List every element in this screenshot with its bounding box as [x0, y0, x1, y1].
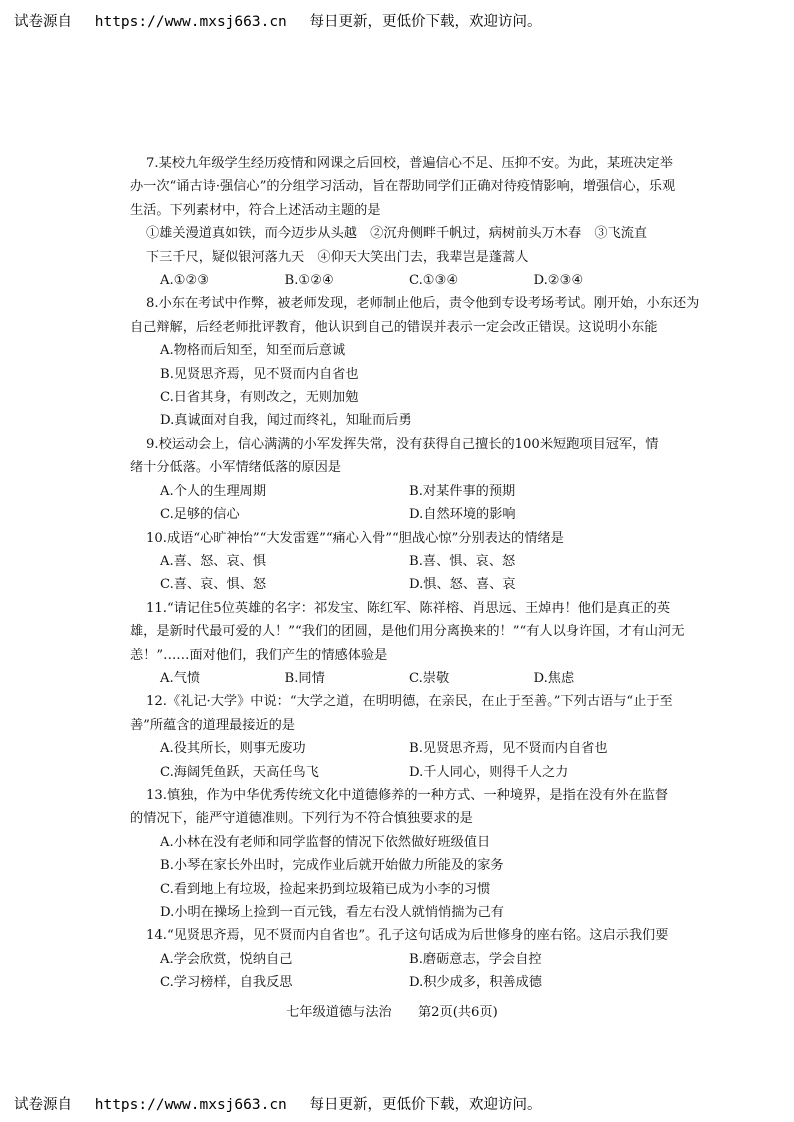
option-row — [146, 480, 658, 503]
option-c[interactable]: C.看到地上有垃圾，捡起来扔到垃圾箱已成为小李的习惯 — [160, 881, 491, 897]
question-text: 的情况下，能严守道德准则。下列行为不符合慎独要求的是 — [130, 811, 473, 827]
material-text: ①雄关漫道真如铁，而今迈步从头越 ②沉舟侧畔千帆过，病树前头万木春 ③飞流直 — [146, 226, 648, 242]
option-c[interactable]: C.学习榜样，自我反思 — [160, 975, 293, 991]
banner-url[interactable]: https://www.mxsj663.cn — [94, 14, 287, 30]
option-c[interactable]: C.海阔凭鱼跃，天高任鸟飞 — [160, 764, 319, 780]
question-9 — [130, 433, 659, 527]
question-text: 12.《礼记·大学》中说：“大学之道，在明明德，在亲民，在止于至善。”下列古语与“止于至 — [146, 694, 673, 710]
option-row — [146, 573, 658, 596]
question-text: 8.小东在考试中作弊，被老师发现，老师制止他后，责令他到专设考场考试。刚开始，小东还为 — [146, 296, 700, 312]
question-text: 7.某校九年级学生经历疫情和网课之后回校，普遍信心不足、压抑不安。为此，某班决定举 — [146, 156, 673, 171]
question-text: 绪十分低落。小军情绪低落的原因是 — [130, 460, 341, 476]
exam-content — [130, 152, 700, 1024]
banner-url[interactable]: https://www.mxsj663.cn — [94, 1097, 287, 1113]
question-text: 办一次“诵古诗·强信心”的分组学习活动，旨在帮助同学们正确对待疫情影响，增强信心，乐观 — [130, 179, 676, 195]
option-row — [146, 971, 658, 994]
option-a[interactable]: A.气愤 — [160, 670, 201, 686]
question-text: 13.慎独，作为中华优秀传统文化中道德修养的一种方式、一种境界，是指在没有外在监督 — [146, 787, 669, 803]
option-d[interactable]: D.真诚面对自我，闻过而终礼，知耻而后勇 — [160, 413, 412, 429]
question-text: 9.校运动会上，信心满满的小军发挥失常，没有获得自己擅长的100米短跑项目冠军，情 — [146, 436, 659, 452]
option-row — [146, 667, 658, 690]
banner-slogan: 每日更新，更低价下载，欢迎访问。 — [309, 1097, 542, 1113]
option-c[interactable]: C.足够的信心 — [160, 507, 240, 523]
bottom-banner — [14, 1093, 542, 1114]
option-a[interactable]: A.个人的生理周期 — [160, 483, 267, 499]
question-13 — [130, 784, 669, 924]
question-11 — [130, 597, 685, 691]
option-b[interactable]: B.喜、惧、哀、怒 — [409, 553, 516, 569]
question-14 — [146, 924, 669, 994]
question-text: 10.成语“心旷神怡”“大发雷霆”“痛心入骨”“胆战心惊”分别表达的情绪是 — [146, 530, 564, 546]
option-a[interactable]: A.①②③ — [160, 273, 210, 289]
question-text: 恙！”……面对他们，我们产生的情感体验是 — [130, 647, 388, 663]
option-a[interactable]: A.役其所长，则事无废功 — [160, 741, 306, 757]
option-b[interactable]: B.见贤思齐焉，见不贤而内自省也 — [160, 366, 359, 382]
option-a[interactable]: A.学会欣赏，悦纳自己 — [160, 951, 293, 967]
option-c[interactable]: C.日省其身，有则改之，无则加勉 — [160, 390, 359, 406]
question-text: 14.“见贤思齐焉，见不贤而内自省也”。孔子这句话成为后世修身的座右铭。这启示我们要 — [146, 928, 669, 944]
footer-subject: 七年级道德与法治 — [286, 1004, 392, 1020]
option-row — [146, 269, 658, 292]
top-banner — [14, 10, 542, 31]
material-text: 下三千尺，疑似银河落九天 ④仰天大笑出门去，我辈岂是蓬蒿人 — [146, 249, 529, 265]
option-c[interactable]: C.崇敬 — [409, 670, 450, 686]
option-c[interactable]: C.喜、哀、惧、怒 — [160, 577, 267, 593]
option-b[interactable]: B.见贤思齐焉，见不贤而内自省也 — [409, 741, 608, 757]
option-b[interactable]: B.小琴在家长外出时，完成作业后就开始做力所能及的家务 — [160, 858, 504, 874]
option-a[interactable]: A.喜、怒、哀、惧 — [160, 553, 267, 569]
option-b[interactable]: B.对某件事的预期 — [409, 483, 516, 499]
option-b[interactable]: B.同情 — [284, 670, 325, 686]
question-7 — [130, 152, 676, 292]
option-d[interactable]: D.惧、怒、喜、哀 — [409, 577, 516, 593]
option-d[interactable]: D.千人同心，则得千人之力 — [409, 764, 569, 780]
question-10 — [146, 527, 658, 597]
option-d[interactable]: D.小明在操场上捡到一百元钱，看左右没人就悄悄揣为己有 — [160, 905, 504, 920]
option-d[interactable]: D.②③④ — [533, 273, 584, 289]
option-d[interactable]: D.自然环境的影响 — [409, 507, 516, 523]
banner-slogan: 每日更新，更低价下载，欢迎访问。 — [309, 14, 542, 30]
option-a[interactable]: A.物格而后知至，知至而后意诚 — [160, 343, 346, 359]
option-row — [146, 761, 658, 784]
question-12 — [130, 690, 673, 784]
option-b[interactable]: B.①②④ — [284, 273, 334, 289]
question-text: 生活。下列素材中，符合上述活动主题的是 — [130, 202, 381, 218]
option-d[interactable]: D.焦虑 — [533, 670, 575, 686]
page-footer — [126, 1001, 658, 1024]
question-text: 自己辩解，后经老师批评教育，他认识到自己的错误并表示一定会改正错误。这说明小东能 — [130, 319, 658, 335]
option-b[interactable]: B.磨砺意志，学会自控 — [409, 951, 542, 967]
option-d[interactable]: D.积少成多，积善成德 — [409, 975, 542, 991]
question-text: 雄，是新时代最可爱的人！”“我们的团圆，是他们用分离换来的！”“有人以身许国，才有山河无 — [130, 624, 685, 640]
option-c[interactable]: C.①③④ — [409, 273, 459, 289]
banner-source: 试卷源自 — [14, 14, 72, 30]
footer-page-number: 第2页(共6页) — [417, 1004, 498, 1020]
option-row — [146, 737, 658, 760]
question-text: 善”所蕴含的道理最接近的是 — [130, 717, 295, 733]
option-a[interactable]: A.小林在没有老师和同学监督的情况下依然做好班级值日 — [160, 834, 491, 850]
option-row — [146, 948, 658, 971]
option-row — [146, 503, 658, 526]
question-text: 11.“请记住5位英雄的名字：祁发宝、陈红军、陈祥榕、肖思远、王焯冉！他们是真正的英 — [146, 600, 671, 616]
option-row — [146, 550, 658, 573]
question-8 — [130, 292, 700, 432]
banner-source: 试卷源自 — [14, 1097, 72, 1113]
